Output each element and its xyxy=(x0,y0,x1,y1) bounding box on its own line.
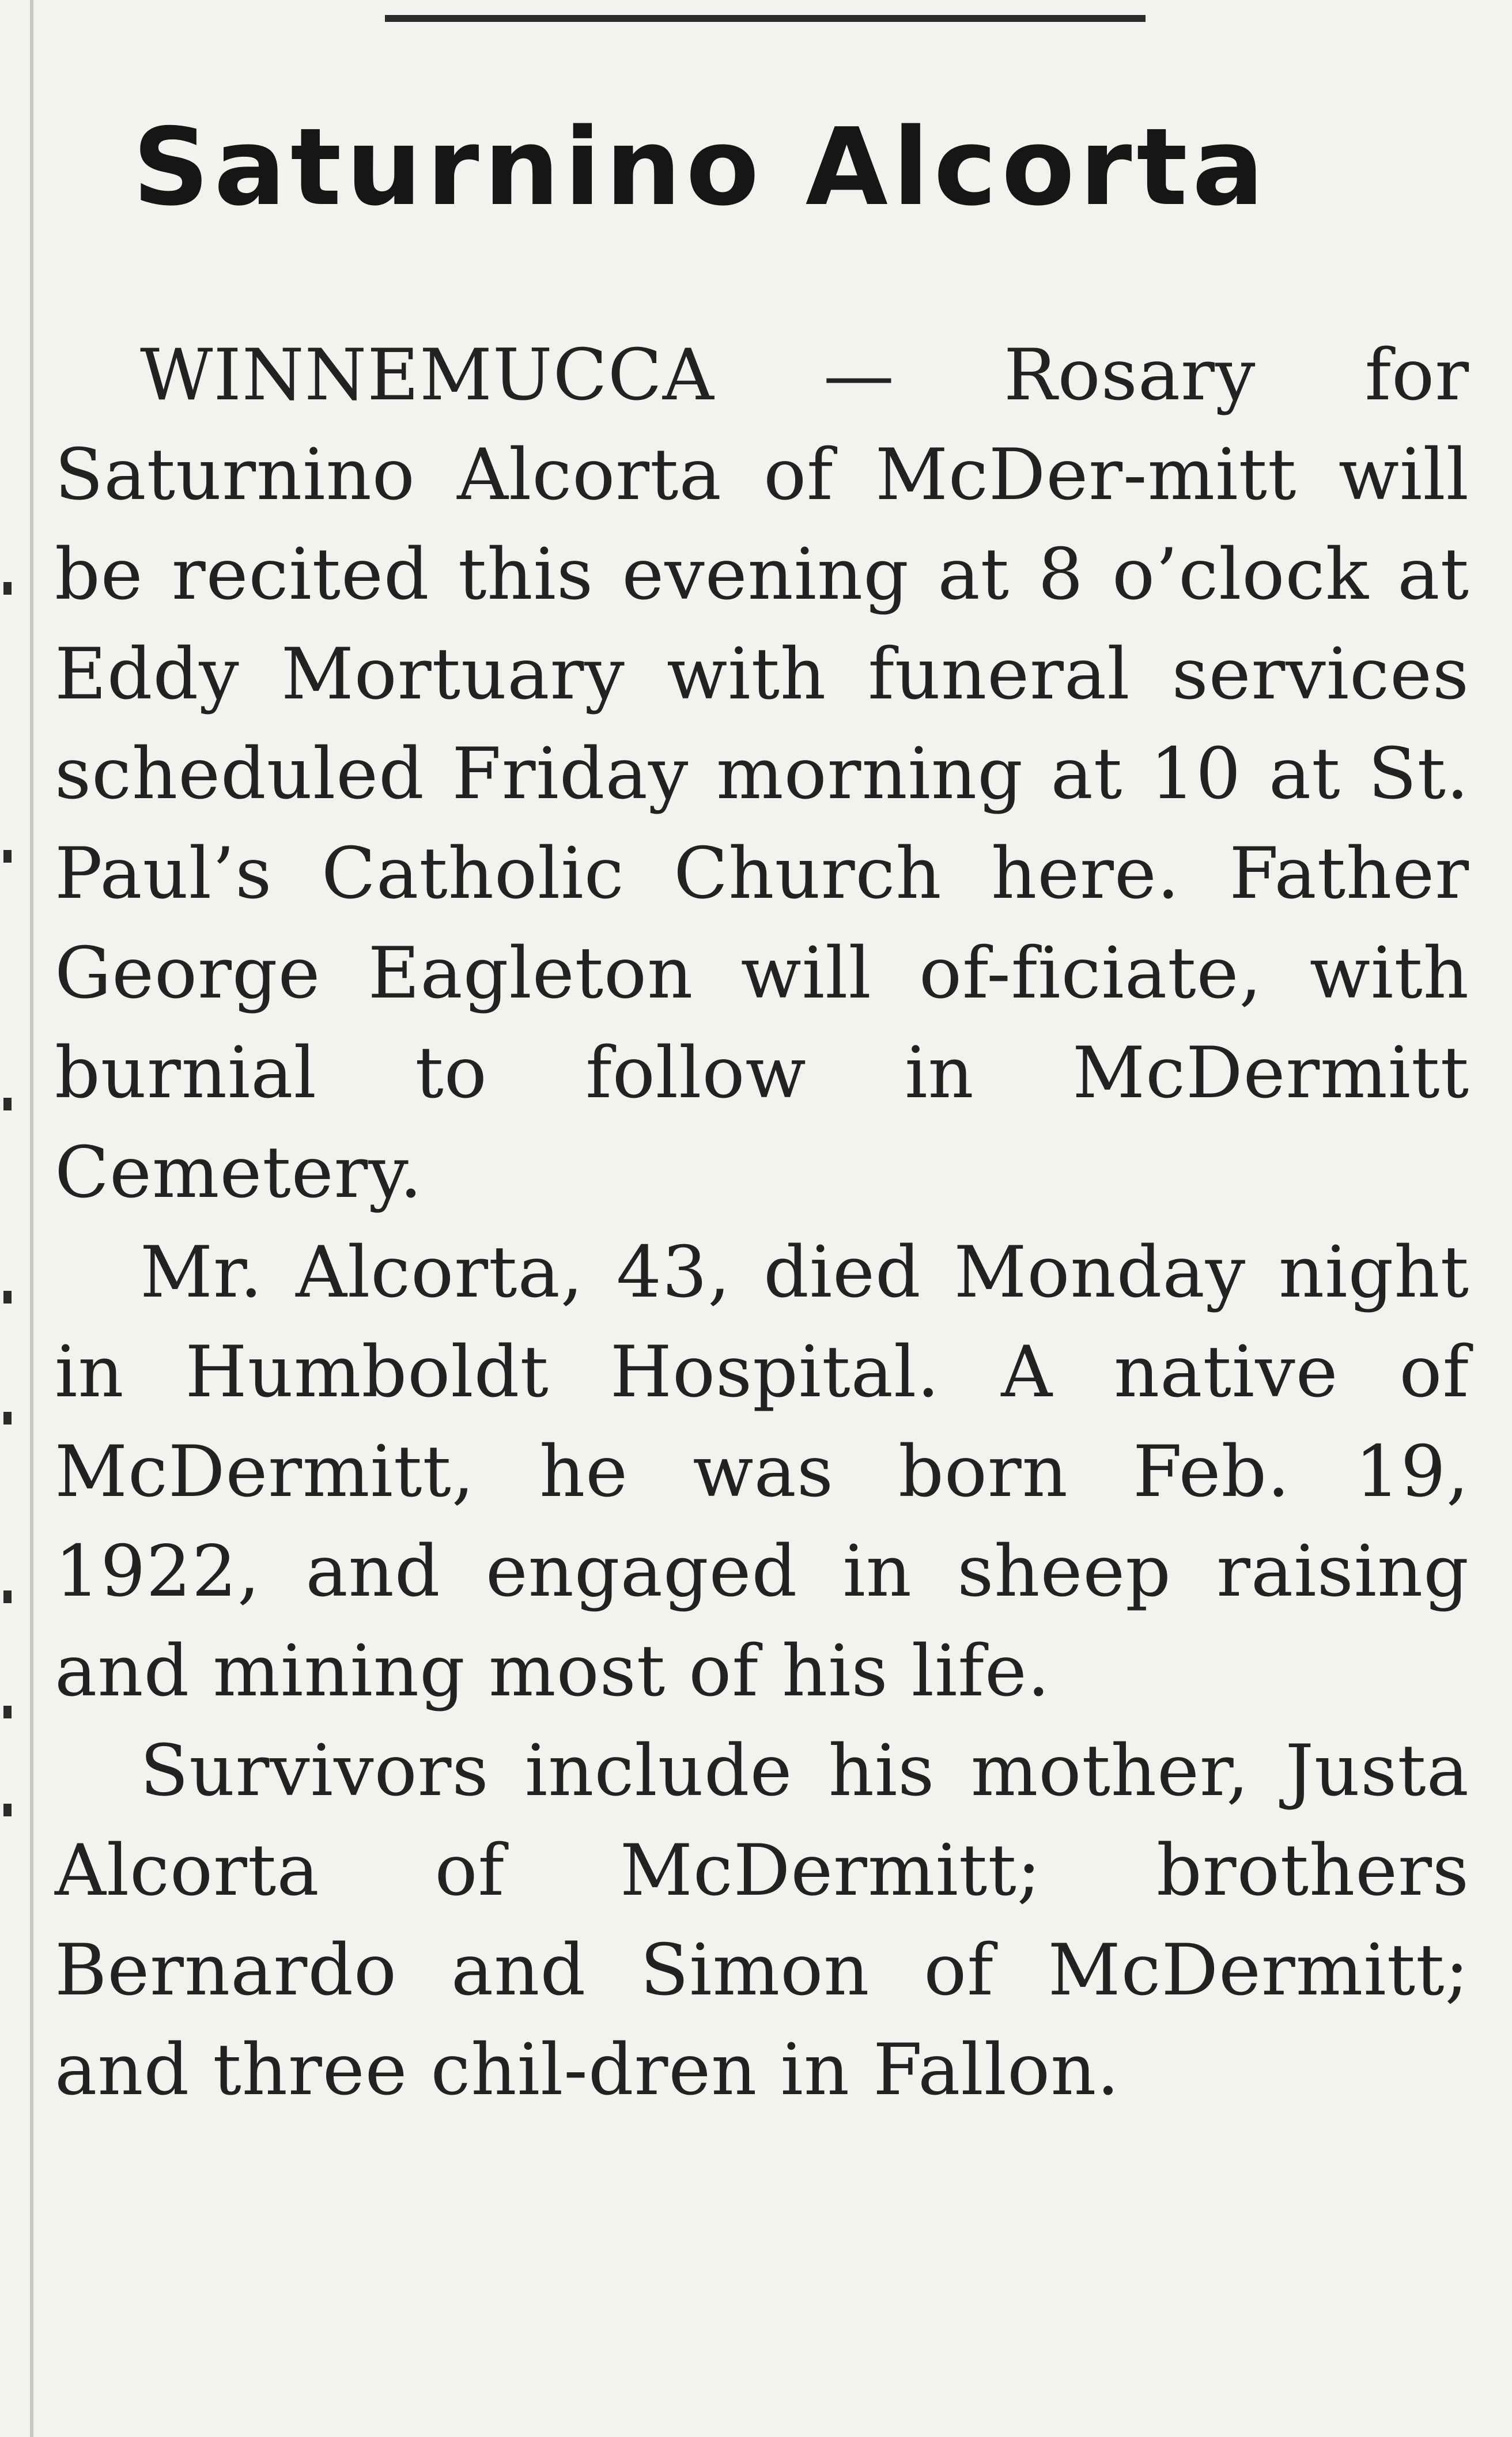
paragraph-biography: Mr. Alcorta, 43, died Monday night in Humboldt Hospital. A native of McDermitt, he was born Feb. 19, 1922, and engaged in sheep raising and mining most of his life. xyxy=(55,1231,1469,1713)
obituary-headline: Saturnino Alcorta xyxy=(133,105,1269,229)
paragraph-services: WINNEMUCCA — Rosary for Saturnino Alcorta of McDer-mitt will be recited this evening at 8 o’clock at Eddy Mortuary with funeral services scheduled Friday morning at 10 at St. Paul’s Catholic Church here. Father George Eagleton will of-ficiate, with burnial to follow in McDermitt Cemetery. xyxy=(55,334,1469,1214)
column-divider xyxy=(30,0,33,2437)
paragraph-survivors: Survivors include his mother, Justa Alcorta of McDermitt; brothers Bernardo and Simon of McDermitt; and three chil-dren in Fallon. xyxy=(55,1730,1469,2111)
top-rule xyxy=(385,15,1146,22)
article-body xyxy=(55,326,1469,2120)
